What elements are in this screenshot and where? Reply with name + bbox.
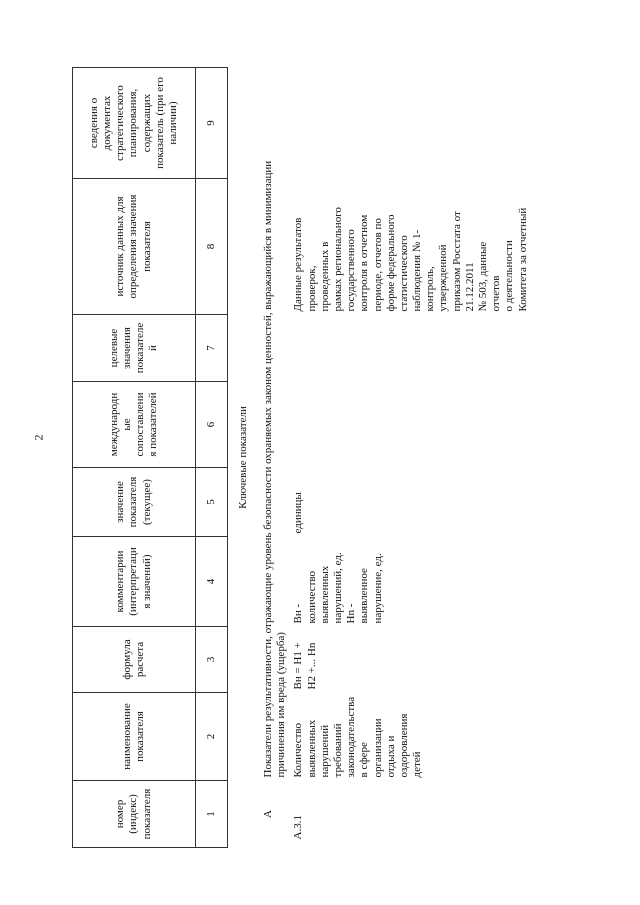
header-documents: сведения о документах стратегического планирования, содержащих показатель (при его наличии) [73,68,196,179]
indicator-international [290,382,531,468]
table-row [290,68,531,848]
column-number: 2 [196,693,228,781]
table-header-row [73,68,196,848]
column-number-row [196,68,228,848]
header-formula: формула расчета [73,627,196,693]
column-number: 1 [196,781,228,848]
indicator-formula: Вн = Н1 + Н2 +... Нn [292,642,318,690]
column-number: 4 [196,537,228,627]
page-number: 2 [31,434,46,441]
column-number: 7 [196,315,228,382]
group-row [256,68,290,848]
header-target: целевые значения показателе й [73,315,196,382]
indicator-documents [290,68,531,179]
header-index: номер (индекс) показателя [73,781,196,848]
column-number: 3 [196,627,228,693]
column-number: 5 [196,468,228,537]
header-name: наименование показателя [73,693,196,781]
section-title: Ключевые показатели [237,406,250,509]
section-title-row [228,68,257,848]
indicator-target [290,315,531,382]
group-title: Показатели результативности, отражающие уровень безопасности охраняемых законом ценностей, выражающийся в минимизации причинения им вреда (ущерба) [262,160,288,778]
header-comments: комментарии (интерпретаци я значений) [73,537,196,627]
column-number: 6 [196,382,228,468]
rotated-page-content [72,68,592,848]
column-number: 8 [196,179,228,315]
indicator-index: А.3.1 [292,815,305,840]
header-current-value: значение показателя (текущее) [73,468,196,537]
indicator-source: Данные результатов проверок, проведенных в рамках регионального государственного контроля в отчетном периоде, отчетов по форме федерального статистического наблюдения № 1- контроль, утвержденной приказом Росстата от 21.12.2011 № 503, данные отчетов о деятельности Комитета за отчетный [292,207,529,312]
header-source: источник данных для определения значения показателя [73,179,196,315]
column-number: 9 [196,68,228,179]
indicator-name: Количество выявленных нарушений требований законодательства в сфере организации отдыха и оздоровления детей [292,696,424,778]
indicator-value: единицы [292,492,305,534]
indicator-comment: Вн - количество выявленных нарушений, ед. Нn - выявленное нарушение, ед. [292,552,384,624]
header-international: международн ые сопоставлени я показателей [73,382,196,468]
indicators-table [72,67,532,848]
group-letter: А [262,810,274,818]
